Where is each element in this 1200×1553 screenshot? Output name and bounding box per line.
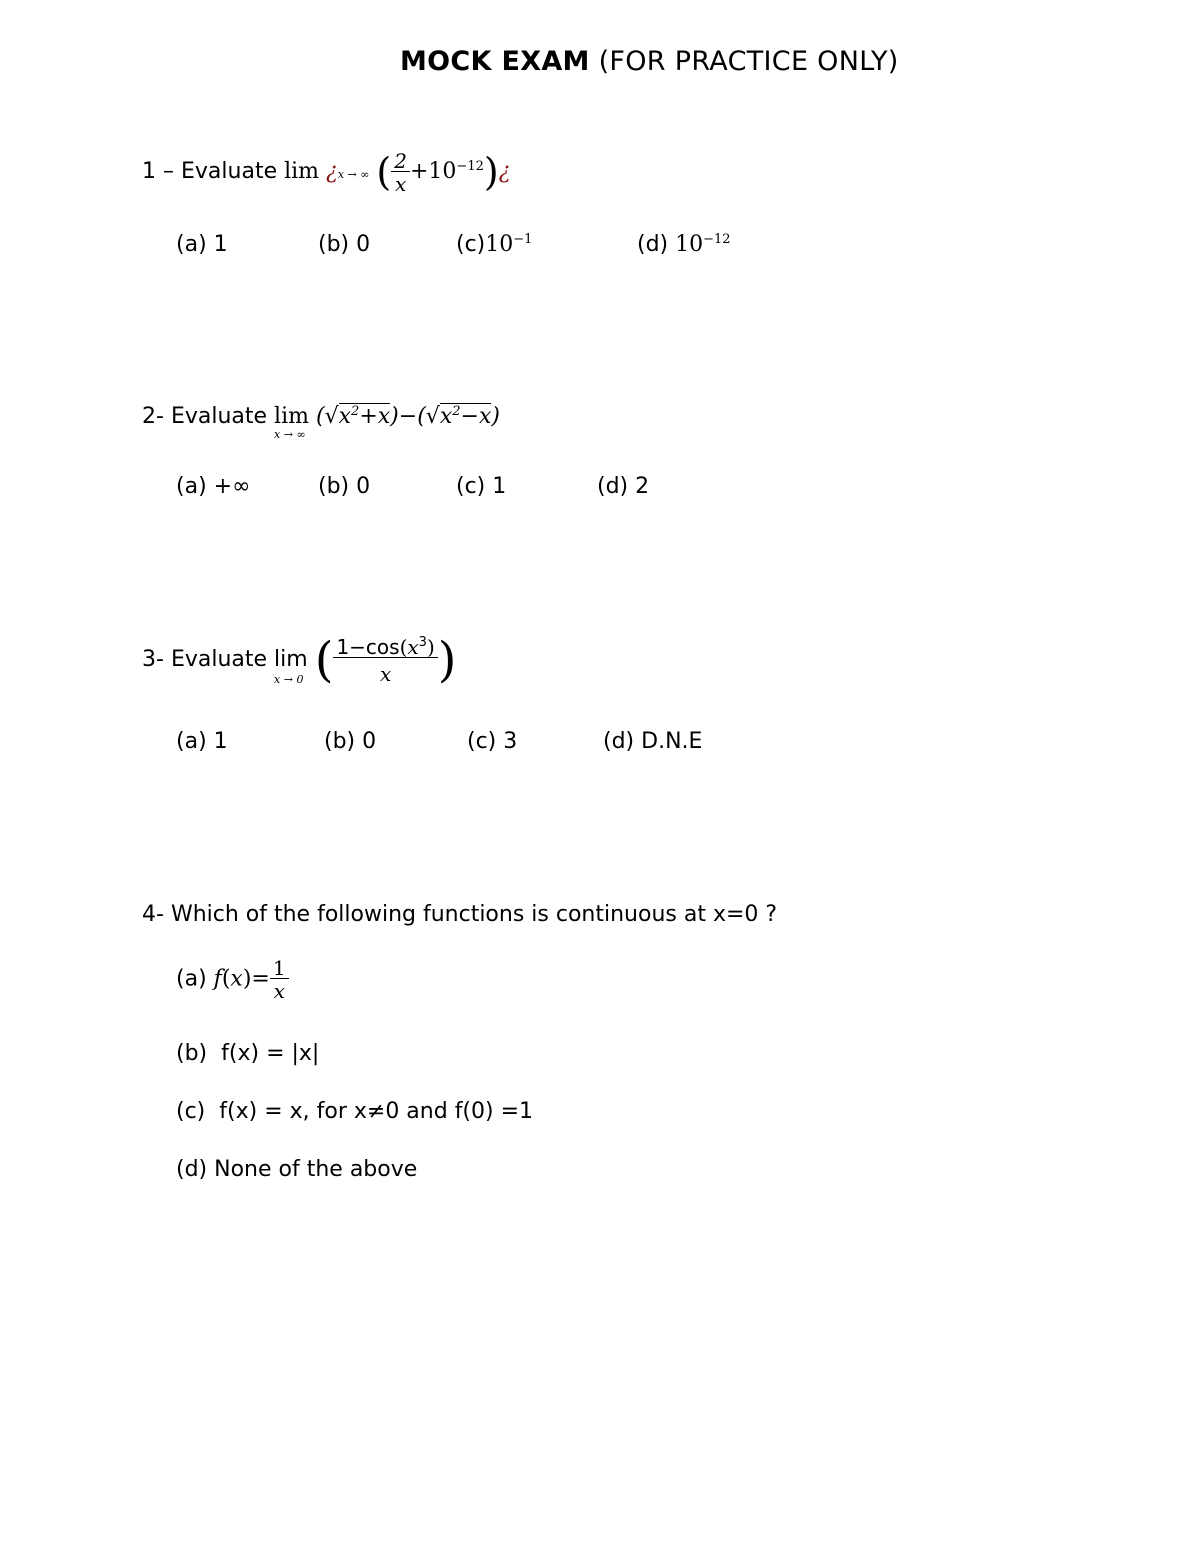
q1-opt-a-label: (a) xyxy=(176,232,207,257)
q4-option-b xyxy=(176,1041,319,1066)
q1-exp: −12 xyxy=(456,159,484,174)
q3-opt-b-value: 0 xyxy=(362,729,377,754)
q1-fraction xyxy=(391,148,410,196)
q3-prompt: Evaluate xyxy=(170,647,268,672)
question-2 xyxy=(142,404,500,441)
q4-opt-b-value: f(x) = |x| xyxy=(221,1041,320,1066)
q1-opt-c-label: (c) xyxy=(456,232,486,257)
q3-lim xyxy=(274,647,308,686)
q1-paren-right: ) xyxy=(483,150,499,194)
q1-opt-b-value: 0 xyxy=(356,232,371,257)
q3-option-d xyxy=(603,729,702,754)
q1-sub: x → ∞ xyxy=(337,168,370,181)
q3-lim-text: lim xyxy=(274,647,308,672)
page-title xyxy=(400,46,899,77)
q4-opt-a-num: 1 xyxy=(270,958,289,979)
q4-opt-d-label: (d) xyxy=(176,1157,208,1182)
q1-option-c xyxy=(456,232,532,257)
q1-opt-d-exp: −12 xyxy=(703,232,731,247)
q1-frac-den: x xyxy=(394,171,407,196)
q1-option-a xyxy=(176,232,228,257)
q1-opt-c-exp: −1 xyxy=(513,232,533,247)
question-4 xyxy=(142,902,777,927)
q2-minus: − xyxy=(398,404,418,429)
q4-opt-c-value: f(x) = x, for x≠0 and f(0) =1 xyxy=(219,1099,534,1124)
q4-opt-a-paren-close: ) xyxy=(242,966,252,992)
q2-option-b xyxy=(318,474,370,499)
q2-lim xyxy=(274,404,309,441)
q4-prompt: Which of the following functions is continuous at x=0 ? xyxy=(170,902,778,927)
q4-opt-a-den: x xyxy=(273,979,285,1003)
q3-frac-num-var: x xyxy=(407,635,419,659)
q1-glyph-left: ¿ xyxy=(326,159,338,184)
q1-plus: +10 xyxy=(409,159,457,184)
q3-paren-left: ( xyxy=(314,632,334,688)
q2-paren-a-open: ( xyxy=(315,404,325,429)
q3-opt-c-value: 3 xyxy=(503,729,518,754)
q3-opt-d-value: D.N.E xyxy=(641,729,703,754)
q4-opt-b-label: (b) xyxy=(176,1041,208,1066)
q1-prompt: Evaluate xyxy=(181,159,278,184)
q4-opt-a-var: x xyxy=(230,966,243,992)
question-1 xyxy=(142,150,510,194)
q2-paren-a-close: ) xyxy=(390,404,399,429)
q2-opt-a-label: (a) xyxy=(176,474,207,499)
title-bold: MOCK EXAM xyxy=(400,46,590,77)
q2-expr-b: x xyxy=(439,404,453,429)
q3-inner-paren-close: ) xyxy=(426,635,435,659)
title-rest: (FOR PRACTICE ONLY) xyxy=(598,46,899,77)
q3-frac-den: x xyxy=(379,662,392,686)
q2-expr-b-exp: 2 xyxy=(452,404,461,419)
q3-frac-num xyxy=(333,636,437,658)
q1-opt-d-value: 10 xyxy=(675,232,704,257)
q4-opt-c-label: (c) xyxy=(176,1099,206,1124)
q2-paren-b-open: ( xyxy=(417,404,426,429)
q2-opt-c-label: (c) xyxy=(456,474,486,499)
q1-option-d xyxy=(637,232,731,257)
q3-number: 3- xyxy=(142,647,164,672)
q2-opt-d-value: 2 xyxy=(635,474,650,499)
q1-opt-d-label: (d) xyxy=(637,232,669,257)
q2-option-d xyxy=(597,474,649,499)
q3-option-a xyxy=(176,729,228,754)
q3-opt-c-label: (c) xyxy=(467,729,497,754)
q4-opt-a-fn: f xyxy=(213,966,222,992)
q1-opt-a-value: 1 xyxy=(213,232,228,257)
q4-opt-a-eq: = xyxy=(251,966,270,992)
q2-radical-b xyxy=(440,403,492,429)
question-3 xyxy=(142,632,457,688)
q1-lim: lim xyxy=(284,159,320,184)
q4-option-a xyxy=(176,958,289,1001)
q4-option-d xyxy=(176,1157,417,1182)
q2-option-c xyxy=(456,474,506,499)
q2-expr-a-rest: +x xyxy=(359,404,391,429)
q1-opt-b-label: (b) xyxy=(318,232,350,257)
q3-inner-paren-open: ( xyxy=(399,635,408,659)
q2-paren-b-close: ) xyxy=(491,404,500,429)
q2-radical-a xyxy=(339,403,391,429)
q2-prompt: Evaluate xyxy=(170,404,268,429)
q4-opt-d-value: None of the above xyxy=(214,1157,418,1182)
q3-fraction xyxy=(333,636,437,684)
q2-sub: x → ∞ xyxy=(274,428,306,441)
q3-paren-right: ) xyxy=(437,632,457,688)
q2-opt-d-label: (d) xyxy=(597,474,629,499)
q4-number: 4- xyxy=(142,902,164,927)
q2-expr-a: x xyxy=(338,404,352,429)
q1-frac-num: 2 xyxy=(391,151,410,172)
q3-opt-a-value: 1 xyxy=(213,729,228,754)
q3-opt-a-label: (a) xyxy=(176,729,207,754)
q3-option-c xyxy=(467,729,517,754)
q3-sub: x → 0 xyxy=(274,673,304,686)
q2-option-a xyxy=(176,474,250,499)
q3-frac-num-exp: 3 xyxy=(418,635,427,650)
q1-option-b xyxy=(318,232,370,257)
q1-glyph-right: ¿ xyxy=(498,159,511,184)
q3-opt-d-label: (d) xyxy=(603,729,635,754)
q4-opt-a-fraction xyxy=(270,958,289,1001)
q3-opt-b-label: (b) xyxy=(324,729,356,754)
q2-opt-c-value: 1 xyxy=(492,474,507,499)
q2-expr-b-rest: −x xyxy=(460,404,492,429)
q1-opt-c-value: 10 xyxy=(485,232,514,257)
q2-expr-a-exp: 2 xyxy=(351,404,360,419)
q2-opt-b-label: (b) xyxy=(318,474,350,499)
q2-opt-a-value: +∞ xyxy=(213,474,251,499)
q1-number: 1 – xyxy=(142,159,174,184)
q4-opt-a-paren-open: ( xyxy=(221,966,231,992)
q4-option-c xyxy=(176,1099,533,1124)
q3-option-b xyxy=(324,729,376,754)
q2-opt-b-value: 0 xyxy=(356,474,371,499)
q2-lim-text: lim xyxy=(274,404,309,429)
q2-expression: $(√x^2+x)-(√x^2-x)$ xyxy=(315,404,500,429)
q4-opt-a-label: (a) xyxy=(176,966,207,992)
q1-paren-left: ( xyxy=(376,150,392,194)
q3-frac-num-a: 1−cos xyxy=(336,635,400,659)
q2-number: 2- xyxy=(142,404,164,429)
